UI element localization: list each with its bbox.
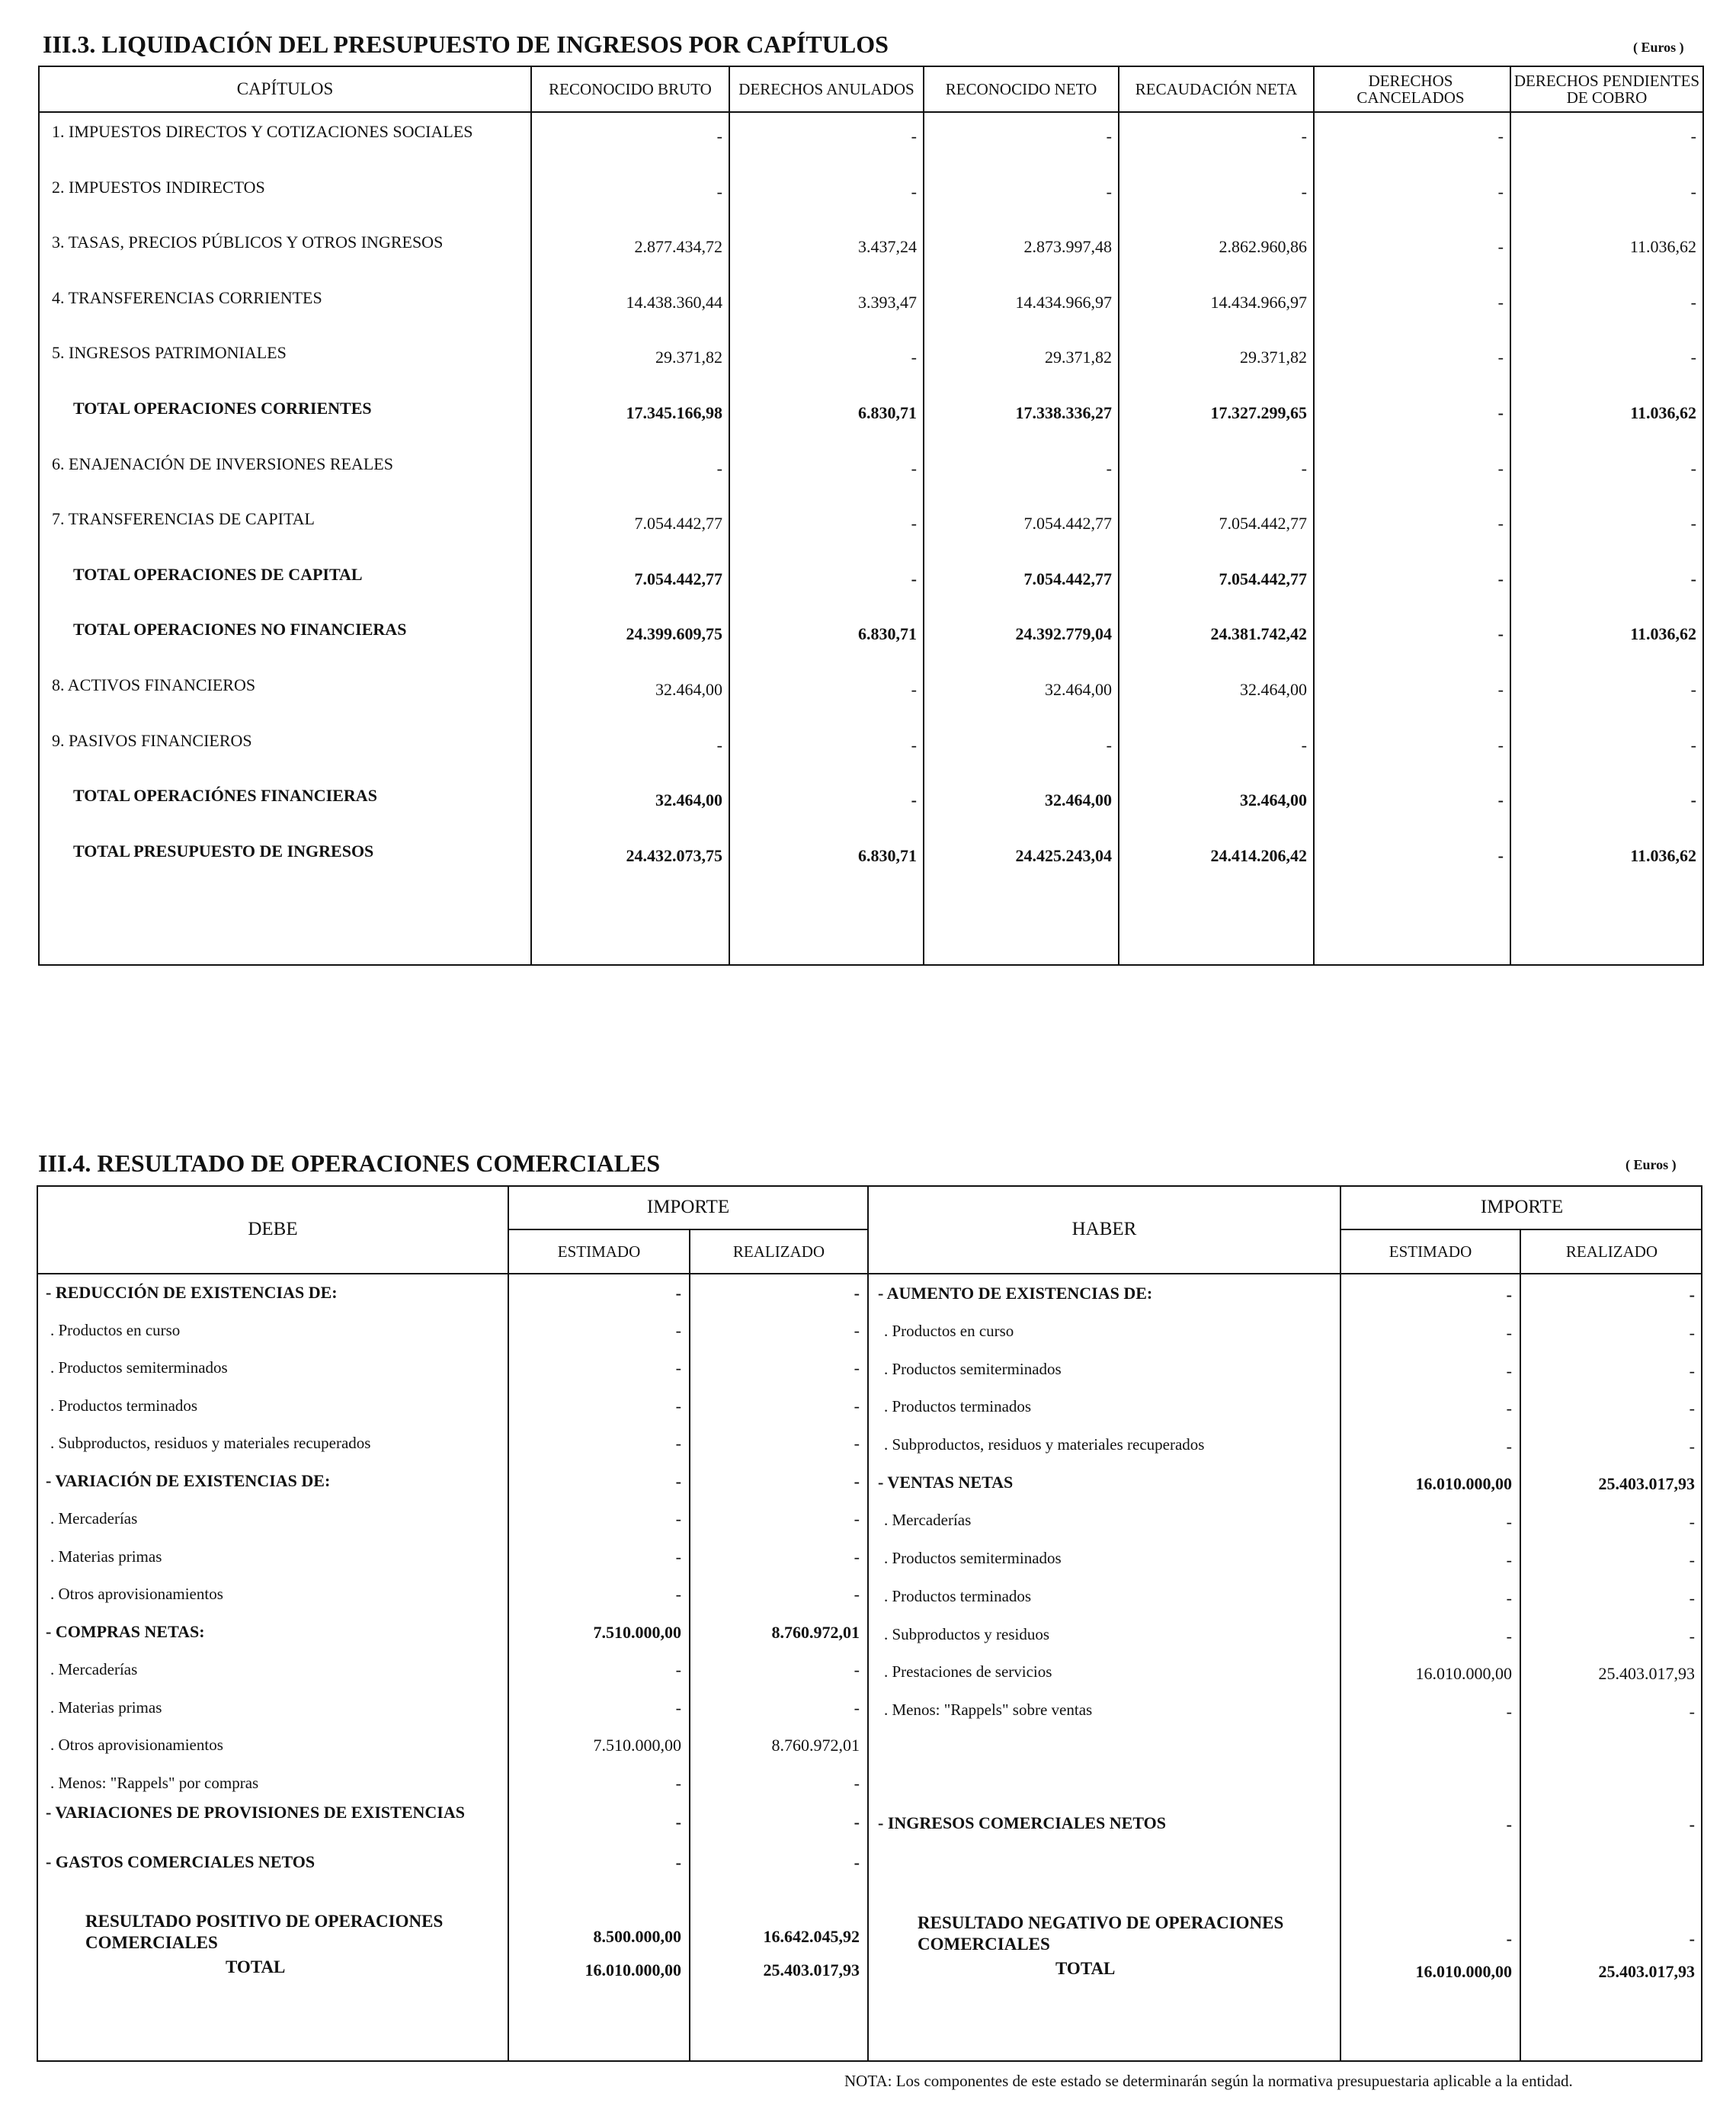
haber-row-realizado: - — [1689, 1323, 1695, 1342]
row-value: - — [716, 735, 722, 755]
haber-row-realizado: - — [1689, 1437, 1695, 1456]
haber-row-realizado: - — [1689, 1550, 1695, 1569]
haber-row-estimado: - — [1506, 1437, 1512, 1456]
row-value: 24.399.609,75 — [626, 624, 722, 644]
right-total-estimado: 16.010.000,00 — [1415, 1962, 1512, 1981]
haber-row-estimado: - — [1506, 1285, 1512, 1304]
haber-row-estimado: - — [1506, 1512, 1512, 1531]
debe-row-realizado: - — [854, 1585, 860, 1604]
row-label: 5. INGRESOS PATRIMONIALES — [52, 343, 287, 363]
debe-row-realizado: - — [854, 1547, 860, 1566]
row-value: 17.338.336,27 — [1015, 403, 1112, 422]
debe-row-label: . Mercaderías — [50, 1660, 138, 1678]
debe-row-estimado: 7.510.000,00 — [593, 1736, 681, 1755]
haber-row-label: . Productos terminados — [884, 1397, 1032, 1415]
debe-row-realizado: - — [854, 1698, 860, 1717]
row-value: - — [1497, 292, 1504, 312]
row-value: - — [1106, 735, 1112, 755]
section2-title: III.4. RESULTADO DE OPERACIONES COMERCIALES — [38, 1149, 661, 1177]
row-value: 17.327.299,65 — [1210, 403, 1307, 422]
haber-row-label: . Prestaciones de servicios — [884, 1662, 1052, 1681]
row-value: - — [716, 127, 722, 146]
debe-row-label: . Productos semiterminados — [50, 1358, 228, 1377]
debe-row-label: - COMPRAS NETAS: — [46, 1622, 205, 1641]
header-haber: HABER — [1071, 1219, 1137, 1240]
row-value: 29.371,82 — [1045, 348, 1112, 367]
row-value: 29.371,82 — [655, 348, 722, 367]
row-value: - — [1106, 458, 1112, 478]
haber-row-estimado: - — [1506, 1399, 1512, 1418]
haber-row-estimado: - — [1506, 1702, 1512, 1721]
row-value: 24.432.073,75 — [626, 845, 722, 865]
debe-row-realizado: - — [854, 1472, 860, 1491]
haber-row-label: . Mercaderías — [884, 1511, 972, 1529]
debe-row-label: . Subproductos, residuos y materiales recuperados — [50, 1434, 371, 1452]
row-value: 11.036,62 — [1630, 403, 1696, 422]
row-value: 32.464,00 — [655, 680, 722, 699]
debe-row-label: - REDUCCIÓN DE EXISTENCIAS DE: — [46, 1283, 338, 1302]
row-label: TOTAL OPERACIÓNES FINANCIERAS — [73, 786, 377, 806]
row-value: 7.054.442,77 — [1219, 514, 1307, 534]
row-value: - — [911, 790, 917, 810]
debe-row-estimado: - — [675, 1585, 681, 1604]
haber-row-estimado: - — [1506, 1815, 1512, 1834]
row-value: 24.381.742,42 — [1210, 624, 1307, 644]
row-value: - — [911, 680, 917, 699]
row-value: 3.393,47 — [858, 292, 917, 312]
debe-row-realizado: - — [854, 1774, 860, 1793]
row-value: 7.054.442,77 — [634, 569, 722, 588]
right-result-label: RESULTADO NEGATIVO DE OPERACIONES COMERCIALES — [918, 1913, 1284, 1954]
row-value: 24.414.206,42 — [1210, 845, 1307, 865]
row-value: - — [1690, 514, 1696, 534]
row-value: - — [1497, 845, 1504, 865]
debe-row-estimado: - — [675, 1547, 681, 1566]
debe-row-estimado: - — [675, 1358, 681, 1377]
row-value: 17.345.166,98 — [626, 403, 722, 422]
row-label: 8. ACTIVOS FINANCIEROS — [52, 675, 256, 694]
row-value: - — [911, 735, 917, 755]
section2-unit: ( Euros ) — [1625, 1157, 1677, 1172]
row-label: 6. ENAJENACIÓN DE INVERSIONES REALES — [52, 454, 393, 473]
row-value: 7.054.442,77 — [634, 514, 722, 534]
row-value: 2.873.997,48 — [1023, 237, 1112, 257]
row-value: - — [1106, 181, 1112, 201]
section1-unit: ( Euros ) — [1633, 40, 1684, 55]
haber-row-realizado: - — [1689, 1588, 1695, 1608]
haber-row-label: . Subproductos y residuos — [884, 1625, 1049, 1643]
row-value: 11.036,62 — [1630, 845, 1696, 865]
header-debe: DEBE — [248, 1219, 298, 1240]
haber-row-label: - AUMENTO DE EXISTENCIAS DE: — [878, 1284, 1153, 1303]
debe-row-realizado: - — [854, 1434, 860, 1453]
row-value: 32.464,00 — [1240, 680, 1307, 699]
debe-row-label: - VARIACIONES DE PROVISIONES DE EXISTENCIAS — [46, 1803, 465, 1822]
haber-row-realizado: - — [1689, 1512, 1695, 1531]
debe-row-label: . Menos: "Rappels" por compras — [50, 1774, 259, 1792]
row-value: 7.054.442,77 — [1023, 569, 1112, 588]
row-value: - — [1301, 181, 1307, 201]
header-importe-right: IMPORTE — [1480, 1197, 1564, 1218]
row-value: - — [1690, 127, 1696, 146]
row-value: - — [911, 181, 917, 201]
right-total-label: TOTAL — [1055, 1959, 1116, 1978]
row-value: 14.434.966,97 — [1210, 292, 1307, 312]
row-value: - — [1497, 237, 1504, 257]
row-value: - — [716, 458, 722, 478]
row-value: - — [1497, 624, 1504, 644]
row-value: - — [911, 514, 917, 534]
debe-row-label: - VARIACIÓN DE EXISTENCIAS DE: — [46, 1471, 331, 1490]
haber-row-estimado: - — [1506, 1588, 1512, 1608]
debe-row-realizado: - — [854, 1509, 860, 1528]
row-label: TOTAL OPERACIONES DE CAPITAL — [73, 564, 363, 584]
haber-row-estimado: 16.010.000,00 — [1415, 1474, 1512, 1493]
row-value: 24.425.243,04 — [1015, 845, 1112, 865]
debe-row-realizado: 8.760.972,01 — [771, 1623, 860, 1642]
row-value: - — [1497, 790, 1504, 810]
haber-row-label: - VENTAS NETAS — [878, 1473, 1014, 1492]
row-value: 2.862.960,86 — [1219, 237, 1307, 257]
debe-row-estimado: - — [675, 1660, 681, 1679]
row-label: TOTAL OPERACIONES NO FINANCIERAS — [73, 620, 407, 640]
row-value: - — [1497, 458, 1504, 478]
row-value: - — [1497, 569, 1504, 588]
row-value: 6.830,71 — [858, 403, 917, 422]
debe-row-realizado: - — [854, 1660, 860, 1679]
row-value: 6.830,71 — [858, 624, 917, 644]
row-value: 11.036,62 — [1630, 624, 1696, 644]
header-derechos-anulados: DERECHOS ANULADOS — [738, 79, 914, 98]
row-value: - — [1690, 292, 1696, 312]
debe-row-estimado: - — [675, 1509, 681, 1528]
header-estimado-left: ESTIMADO — [557, 1242, 641, 1261]
row-value: - — [1690, 458, 1696, 478]
left-result-realizado: 16.642.045,92 — [763, 1927, 860, 1946]
right-result-realizado: - — [1689, 1929, 1695, 1948]
debe-row-label: . Otros aprovisionamientos — [50, 1736, 223, 1754]
header-derechos-pendientes: DERECHOS PENDIENTES DE COBRO — [1513, 71, 1700, 107]
debe-row-estimado: - — [675, 1813, 681, 1832]
row-value: - — [1497, 514, 1504, 534]
row-value: - — [1106, 127, 1112, 146]
row-value: - — [911, 348, 917, 367]
haber-row-estimado: - — [1506, 1627, 1512, 1646]
row-value: 24.392.779,04 — [1015, 624, 1112, 644]
haber-row-realizado: - — [1689, 1815, 1695, 1834]
debe-row-label: . Productos terminados — [50, 1396, 198, 1415]
debe-row-estimado: - — [675, 1321, 681, 1340]
debe-row-realizado: - — [854, 1396, 860, 1415]
row-value: - — [1301, 127, 1307, 146]
header-realizado-left: REALIZADO — [732, 1242, 825, 1261]
left-result-estimado: 8.500.000,00 — [593, 1927, 681, 1946]
row-value: - — [911, 458, 917, 478]
haber-row-label: . Productos en curso — [884, 1322, 1014, 1340]
debe-row-realizado: - — [854, 1853, 860, 1872]
row-label: 3. TASAS, PRECIOS PÚBLICOS Y OTROS INGRESOS — [52, 232, 444, 252]
row-value: 3.437,24 — [858, 237, 917, 257]
row-value: - — [1690, 680, 1696, 699]
header-estimado-right: ESTIMADO — [1388, 1242, 1472, 1261]
row-label: 1. IMPUESTOS DIRECTOS Y COTIZACIONES SOCIALES — [52, 122, 473, 141]
header-reconocido-neto: RECONOCIDO NETO — [945, 79, 1097, 98]
debe-row-estimado: - — [675, 1284, 681, 1303]
debe-row-realizado: - — [854, 1321, 860, 1340]
header-importe-left: IMPORTE — [646, 1197, 730, 1218]
row-value: - — [1497, 680, 1504, 699]
debe-row-estimado: - — [675, 1434, 681, 1453]
left-total-label: TOTAL — [226, 1957, 286, 1976]
row-value: 29.371,82 — [1240, 348, 1307, 367]
row-value: - — [911, 127, 917, 146]
haber-row-realizado: 25.403.017,93 — [1598, 1664, 1695, 1683]
row-value: - — [716, 181, 722, 201]
row-value: 11.036,62 — [1629, 237, 1696, 257]
section1-title: III.3. LIQUIDACIÓN DEL PRESUPUESTO DE INGRESOS POR CAPÍTULOS — [43, 30, 889, 58]
row-value: 7.054.442,77 — [1023, 514, 1112, 534]
header-recaudacion-neta: RECAUDACIÓN NETA — [1135, 79, 1298, 98]
row-label: 7. TRANSFERENCIAS DE CAPITAL — [52, 509, 315, 529]
debe-row-estimado: - — [675, 1698, 681, 1717]
row-value: 2.877.434,72 — [634, 237, 722, 257]
haber-row-realizado: - — [1689, 1399, 1695, 1418]
row-value: 32.464,00 — [1045, 680, 1112, 699]
row-label: TOTAL OPERACIONES CORRIENTES — [73, 399, 372, 418]
debe-row-realizado: - — [854, 1358, 860, 1377]
haber-row-label: - INGRESOS COMERCIALES NETOS — [878, 1813, 1166, 1832]
footnote: NOTA: Los componentes de este estado se determinarán según la normativa presupuestaria aplicable a la entidad. — [844, 2072, 1573, 2090]
section1-header-divider — [38, 111, 1704, 113]
row-value: - — [911, 569, 917, 588]
row-label: 4. TRANSFERENCIAS CORRIENTES — [52, 287, 322, 307]
debe-row-label: . Otros aprovisionamientos — [50, 1585, 223, 1603]
haber-row-estimado: - — [1506, 1323, 1512, 1342]
row-value: - — [1301, 735, 1307, 755]
row-value: - — [1497, 348, 1504, 367]
row-label: 9. PASIVOS FINANCIEROS — [52, 730, 252, 750]
row-value: - — [1497, 735, 1504, 755]
haber-row-estimado: 16.010.000,00 — [1415, 1664, 1512, 1683]
right-result-estimado: - — [1506, 1929, 1512, 1948]
haber-row-label: . Productos semiterminados — [884, 1360, 1062, 1378]
haber-row-estimado: - — [1506, 1361, 1512, 1380]
left-total-realizado: 25.403.017,93 — [763, 1960, 860, 1980]
haber-row-label: . Productos semiterminados — [884, 1549, 1062, 1567]
row-value: 32.464,00 — [1240, 790, 1307, 810]
row-value: - — [1690, 735, 1696, 755]
debe-row-estimado: - — [675, 1472, 681, 1491]
debe-row-estimado: 7.510.000,00 — [593, 1623, 681, 1642]
row-label: 2. IMPUESTOS INDIRECTOS — [52, 177, 265, 197]
row-value: 32.464,00 — [655, 790, 722, 810]
debe-row-label: . Productos en curso — [50, 1321, 181, 1339]
section2-header-divider — [37, 1273, 1702, 1274]
haber-row-estimado: - — [1506, 1550, 1512, 1569]
left-result-label: RESULTADO POSITIVO DE OPERACIONES COMERCIALES — [85, 1912, 444, 1952]
header-realizado-right: REALIZADO — [1565, 1242, 1658, 1261]
left-total-estimado: 16.010.000,00 — [585, 1960, 681, 1980]
debe-row-realizado: - — [854, 1284, 860, 1303]
header-derechos-cancelados: DERECHOS CANCELADOS — [1356, 71, 1465, 107]
header-capitulos: CAPÍTULOS — [236, 79, 334, 98]
row-value: 7.054.442,77 — [1219, 569, 1307, 588]
debe-row-label: . Materias primas — [50, 1547, 162, 1566]
haber-row-realizado: - — [1689, 1361, 1695, 1380]
row-value: 14.434.966,97 — [1015, 292, 1112, 312]
right-total-realizado: 25.403.017,93 — [1598, 1962, 1695, 1981]
row-value: - — [1690, 181, 1696, 201]
debe-row-label: - GASTOS COMERCIALES NETOS — [46, 1852, 315, 1871]
row-value: - — [1497, 403, 1504, 422]
debe-row-estimado: - — [675, 1396, 681, 1415]
haber-row-label: . Menos: "Rappels" sobre ventas — [884, 1701, 1093, 1719]
row-label: TOTAL PRESUPUESTO DE INGRESOS — [73, 841, 374, 861]
debe-row-estimado: - — [675, 1853, 681, 1872]
row-value: - — [1690, 569, 1696, 588]
debe-row-label: . Materias primas — [50, 1698, 162, 1717]
row-value: - — [1690, 348, 1696, 367]
haber-row-realizado: 25.403.017,93 — [1598, 1474, 1695, 1493]
col-divider — [867, 1185, 869, 2062]
haber-row-label: . Productos terminados — [884, 1587, 1032, 1605]
row-value: - — [1497, 127, 1504, 146]
row-value: - — [1301, 458, 1307, 478]
debe-row-label: . Mercaderías — [50, 1509, 138, 1528]
row-value: 32.464,00 — [1045, 790, 1112, 810]
haber-row-realizado: - — [1689, 1627, 1695, 1646]
row-value: 6.830,71 — [858, 845, 917, 865]
header-reconocido-bruto: RECONOCIDO BRUTO — [549, 79, 712, 98]
row-value: - — [1497, 181, 1504, 201]
row-value: - — [1690, 790, 1696, 810]
row-value: 14.438.360,44 — [626, 292, 722, 312]
haber-row-realizado: - — [1689, 1285, 1695, 1304]
debe-row-estimado: - — [675, 1774, 681, 1793]
haber-row-realizado: - — [1689, 1702, 1695, 1721]
debe-row-realizado: - — [854, 1813, 860, 1832]
debe-row-realizado: 8.760.972,01 — [771, 1736, 860, 1755]
haber-row-label: . Subproductos, residuos y materiales recuperados — [884, 1435, 1205, 1454]
